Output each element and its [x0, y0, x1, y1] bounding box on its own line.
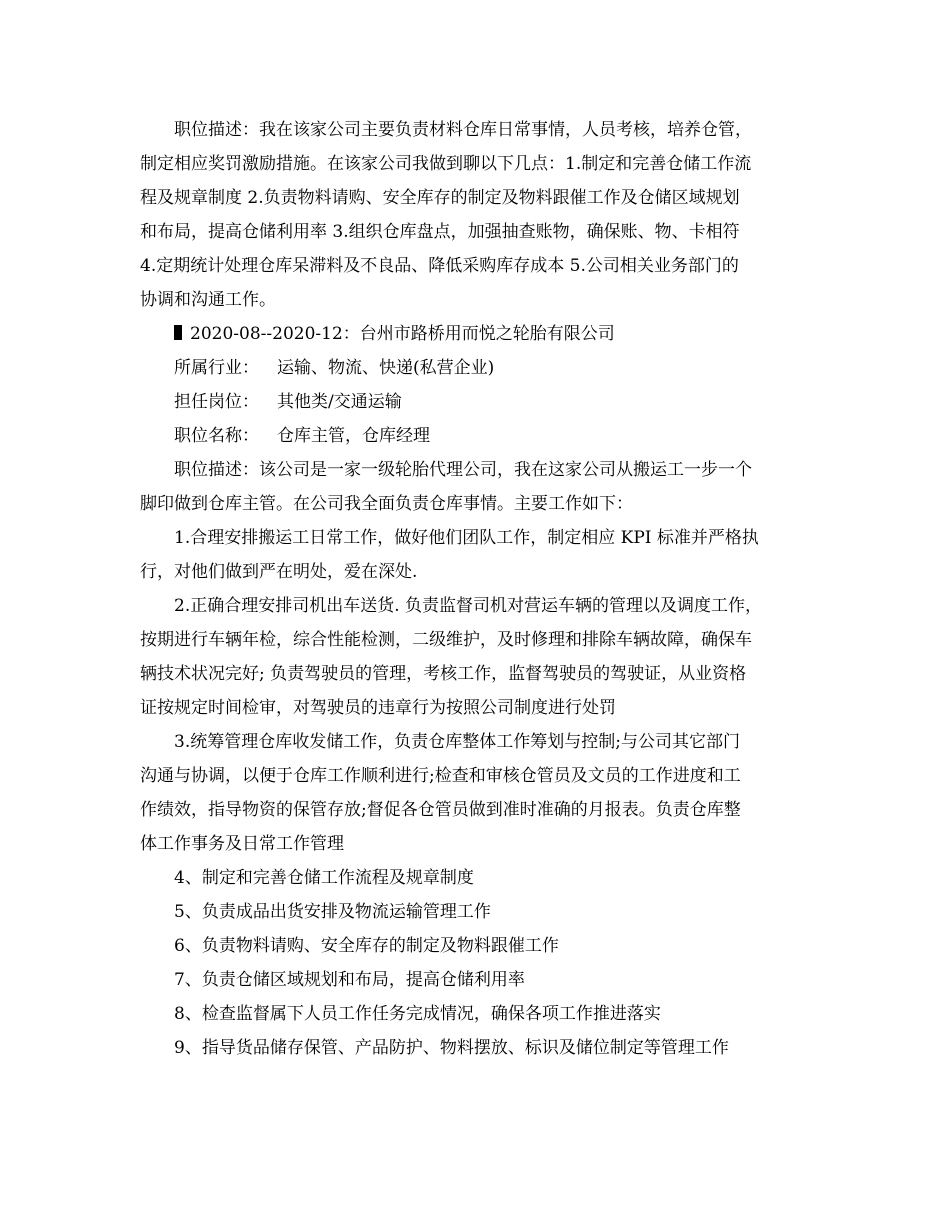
- list-item-continued: 辆技术状况完好; 负责驾驶员的管理，考核工作，监督驾驶员的驾驶证，从业资格: [140, 664, 747, 684]
- paragraph-line: 职位描述：我在该家公司主要负责材料仓库日常事情，人员考核，培养仓管，: [174, 120, 752, 140]
- list-item: 3.统筹管理仓库收发储工作，负责仓库整体工作筹划与控制;与公司其它部门: [174, 732, 740, 752]
- list-item: 6、负责物料请购、安全库存的制定及物料跟催工作: [174, 936, 559, 956]
- industry-value: 运输、物流、快递(私营企业): [277, 358, 495, 378]
- list-item-continued: 按期进行车辆年检，综合性能检测，二级维护，及时修理和排除车辆故障，确保车: [140, 630, 752, 650]
- paragraph-line: 协调和沟通工作。: [140, 290, 276, 310]
- post-value: 其他类/交通运输: [277, 392, 402, 412]
- post-label: 担任岗位：: [174, 392, 259, 412]
- list-item-continued: 体工作事务及日常工作管理: [140, 834, 344, 854]
- paragraph-line: 职位描述：该公司是一家一级轮胎代理公司，我在这家公司从搬运工一步一个: [174, 460, 752, 480]
- post-field: [174, 391, 402, 413]
- job-period: [174, 323, 615, 345]
- list-item: 1.合理安排搬运工日常工作，做好他们团队工作，制定相应 KPI 标准并严格执: [174, 528, 759, 548]
- paragraph-line: 制定相应奖罚激励措施。在该家公司我做到聊以下几点：1.制定和完善仓储工作流: [140, 154, 752, 174]
- paragraph-line: 4.定期统计处理仓库呆滞料及不良品、降低采购库存成本 5.公司相关业务部门的: [140, 256, 739, 276]
- bullet-block-icon: [174, 325, 182, 340]
- list-item: 5、负责成品出货安排及物流运输管理工作: [174, 902, 491, 922]
- list-item: 7、负责仓储区域规划和布局，提高仓储利用率: [174, 970, 525, 990]
- list-item-continued: 行，对他们做到严在明处，爱在深处.: [140, 562, 418, 582]
- list-item-continued: 作绩效，指导物资的保管存放;督促各仓管员做到准时准确的月报表。负责仓库整: [140, 800, 741, 820]
- paragraph-line: 脚印做到仓库主管。在公司我全面负责仓库事情。主要工作如下：: [140, 494, 633, 514]
- industry-label: 所属行业：: [174, 358, 259, 378]
- paragraph-line: 程及规章制度 2.负责物料请购、安全库存的制定及物料跟催工作及仓储区域规划: [140, 188, 740, 208]
- title-label: 职位名称：: [174, 426, 259, 446]
- list-item-continued: 证按规定时间检审，对驾驶员的违章行为按照公司制度进行处罚: [140, 698, 616, 718]
- list-item: 9、指导货品储存保管、产品防护、物料摆放、标识及储位制定等管理工作: [174, 1038, 729, 1058]
- list-item: 4、制定和完善仓储工作流程及规章制度: [174, 868, 474, 888]
- list-item-continued: 沟通与协调，以便于仓库工作顺利进行;检查和审核仓管员及文员的工作进度和工: [140, 766, 741, 786]
- industry-field: [174, 357, 494, 379]
- paragraph-line: 和布局，提高仓储利用率 3.组织仓库盘点，加强抽查账物，确保账、物、卡相符: [140, 222, 740, 242]
- job-period-text: 2020-08--2020-12：台州市路桥用而悦之轮胎有限公司: [190, 324, 615, 344]
- list-item: 2.正确合理安排司机出车送货. 负责监督司机对营运车辆的管理以及调度工作，: [174, 596, 763, 616]
- title-value: 仓库主管，仓库经理: [277, 426, 430, 446]
- list-item: 8、检查监督属下人员工作任务完成情况，确保各项工作推进落实: [174, 1004, 661, 1024]
- title-field: [174, 425, 430, 447]
